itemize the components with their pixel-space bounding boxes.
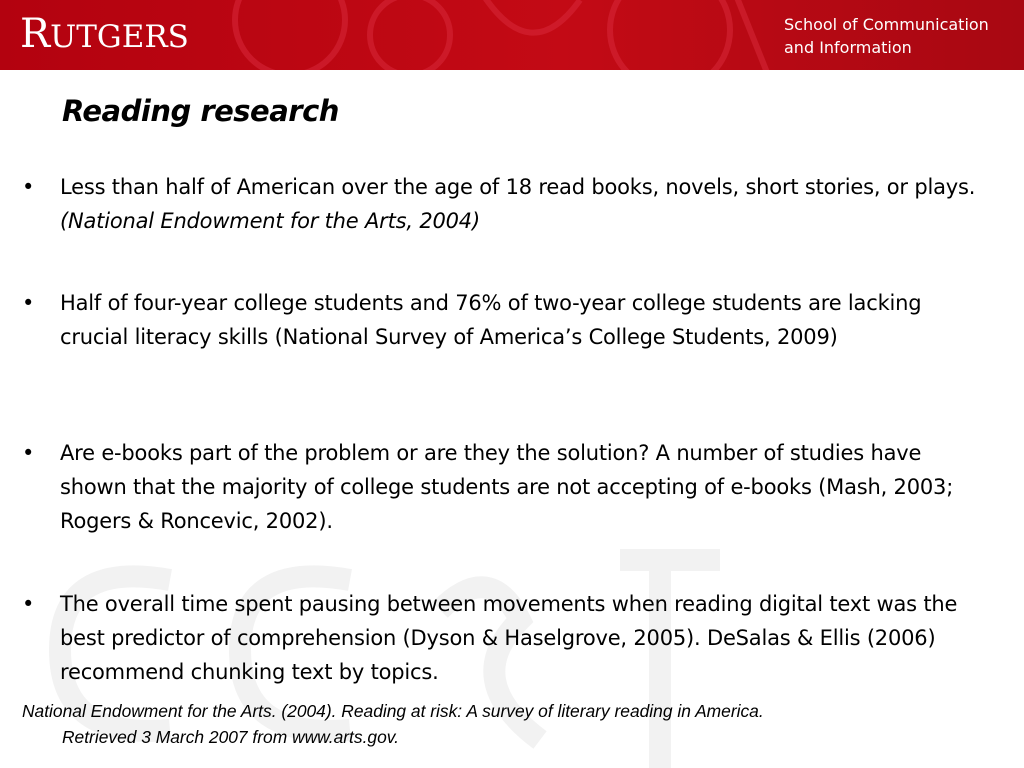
school-name-line1: School of Communication: [784, 15, 989, 34]
bullet-text: [60, 170, 1010, 238]
seal-watermark-icon: [230, 0, 790, 70]
logo-rest: UTGERS: [50, 19, 189, 55]
bullet-dot: •: [22, 592, 35, 616]
bullet-text: Are e-books part of the problem or are they the solution? A number of studies have shown that the majority of college students are not accepting of e-books (Mash, 2003; Rogers & Roncevic, 2002).: [60, 441, 954, 533]
slide-title: Reading research: [62, 94, 339, 128]
logo-initial: R: [20, 11, 51, 57]
bullet-text: Half of four-year college students and 76% of two-year college students are lacking crucial literacy skills (National Survey of America’s College Students, 2009): [60, 291, 922, 349]
footnote-line1: National Endowment for the Arts. (2004). Reading at risk: A survey of literary reading in America.: [22, 701, 764, 721]
bullet-citation: (National Endowment for the Arts, 2004): [60, 209, 480, 233]
bullet-dot: •: [22, 291, 35, 315]
rutgers-logo: [20, 4, 189, 67]
bullet-dot: •: [22, 441, 35, 465]
bullet-text: The overall time spent pausing between movements when reading digital text was the best predictor of comprehension (Dyson & Haselgrove, 2005). DeSalas & Ellis (2006) recommend chunking text by topics.: [60, 592, 958, 684]
header-banner: [0, 0, 1024, 70]
footnote-reference: [22, 698, 1012, 750]
bullet-body: Less than half of American over the age of 18 read books, novels, short stories, or plays.: [60, 175, 976, 199]
school-name: [784, 13, 989, 59]
school-name-line2: and Information: [784, 38, 912, 57]
footnote-line2: Retrieved 3 March 2007 from www.arts.gov.: [62, 727, 399, 747]
bullet-dot: •: [22, 175, 35, 199]
